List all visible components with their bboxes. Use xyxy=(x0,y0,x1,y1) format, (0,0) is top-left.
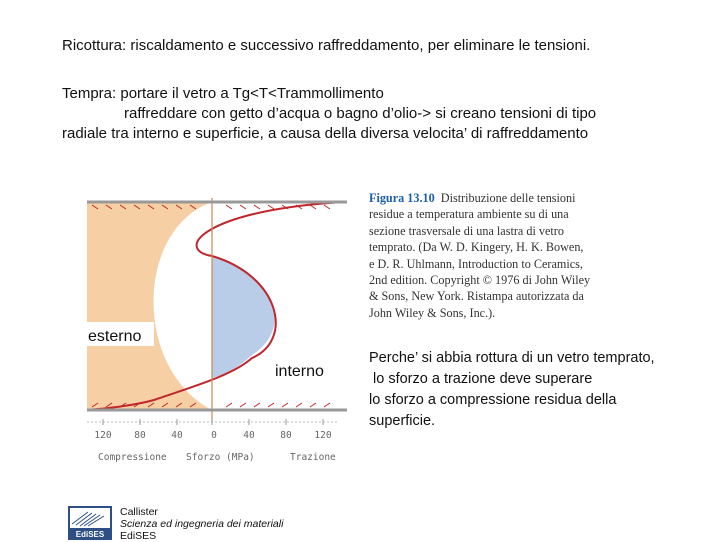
caption-line-4: e D. R. Uhlmann, Introduction to Ceramics, xyxy=(369,256,583,271)
figure-caption xyxy=(369,190,619,321)
tick-label-80-left: 80 xyxy=(134,430,146,441)
tempra-line-1: portare il vetro a Tg<T<Trammollimento xyxy=(116,85,384,102)
tick-label-120-left: 120 xyxy=(94,430,112,441)
tempra-line-2: raffreddare con getto d’acqua o bagno d’olio-> si creano tensioni di tipo xyxy=(124,105,597,122)
tick-label-120-right: 120 xyxy=(314,430,332,441)
tension-region xyxy=(212,256,275,378)
fracture-note xyxy=(369,348,709,432)
figure-number: Figura 13.10 xyxy=(369,191,435,205)
compression-region xyxy=(87,202,212,410)
esterno-label: esterno xyxy=(88,328,142,345)
note-line-3: superficie. xyxy=(369,413,436,429)
stress-distribution-figure xyxy=(62,190,362,472)
note-line-2: lo sforzo a compressione residua della xyxy=(369,392,617,408)
author-name: Callister xyxy=(120,506,158,518)
caption-line-6: & Sons, New York. Ristampa autorizzata da xyxy=(369,289,584,304)
tempra-line-3: radiale tra interno e superficie, a causa della diversa velocita’ di raffreddamento xyxy=(62,125,589,142)
caption-line-3: temprato. (Da W. D. Kingery, H. K. Bowen, xyxy=(369,240,584,255)
ricottura-term: Ricottura xyxy=(62,37,123,54)
ricottura-paragraph xyxy=(62,37,590,54)
edises-logo xyxy=(68,506,112,540)
tempra-paragraph xyxy=(62,84,596,144)
caption-line-5: 2nd edition. Copyright © 1976 di John Wiley xyxy=(369,273,591,288)
tick-label-40-right: 40 xyxy=(243,430,255,441)
caption-line-0: Distribuzione delle tensioni xyxy=(440,191,576,205)
publisher-name: EdiSES xyxy=(120,530,157,542)
axis-label-sforzo: Sforzo (MPa) xyxy=(186,452,255,463)
tick-label-40-left: 40 xyxy=(171,430,183,441)
interno-label: interno xyxy=(275,363,324,380)
publisher-info xyxy=(120,506,283,542)
caption-line-7: John Wiley & Sons, Inc.). xyxy=(369,305,496,320)
caption-line-2: sezione trasversale di una lastra di vetro xyxy=(369,223,564,238)
logo-text: EdiSES xyxy=(75,530,105,539)
note-line-0: Perche’ si abbia rottura di un vetro temprato, xyxy=(369,350,655,366)
tempra-term: Tempra: xyxy=(62,85,117,102)
note-line-1: lo sforzo a trazione deve superare xyxy=(369,371,593,387)
axis-label-trazione: Trazione xyxy=(290,452,336,463)
tick-label-zero: 0 xyxy=(211,430,217,441)
caption-line-1: residue a temperatura ambiente su di una xyxy=(369,207,569,222)
book-title: Scienza ed ingegneria dei materiali xyxy=(120,518,284,530)
ricottura-desc: : riscaldamento e successivo raffreddamento, per eliminare le tensioni. xyxy=(122,37,591,54)
tick-label-80-right: 80 xyxy=(280,430,292,441)
axis-label-compressione: Compressione xyxy=(98,452,167,463)
